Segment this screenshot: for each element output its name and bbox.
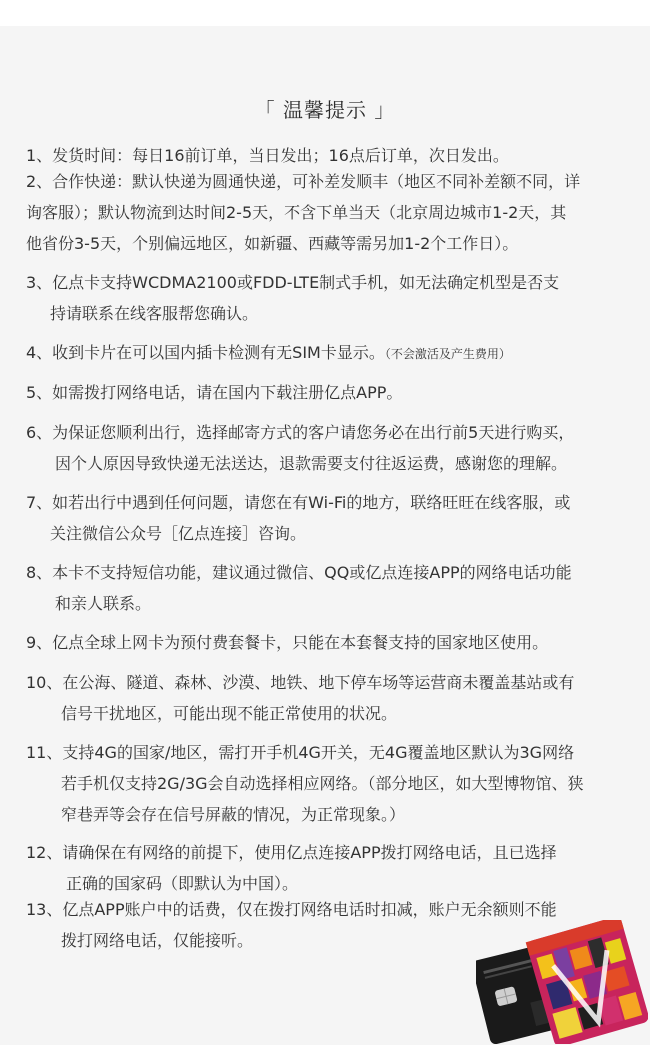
tip-line: 拨打网络电话，仅能接听。 (61, 931, 254, 950)
tip-line: 6、为保证您顺利出行，选择邮寄方式的客户请您务必在出行前5天进行购买， (26, 423, 575, 442)
tip-item-3 (26, 267, 626, 329)
tip-line: 13、亿点APP账户中的话费，仅在拨打网络电话时扣减，账户无余额则不能 (26, 900, 557, 919)
tip-item-10 (26, 667, 626, 729)
tip-note: （不会激活及产生费用） (384, 347, 511, 361)
tip-line: 2、合作快递：默认快递为圆通快递，可补差发顺丰（地区不同补差额不同，详 (26, 172, 581, 191)
tip-item-9 (26, 627, 626, 658)
tip-line (26, 337, 626, 370)
tip-line: 因个人原因导致快递无法送达，退款需要支付往返运费，感谢您的理解。 (55, 454, 568, 473)
tip-line: 9、亿点全球上网卡为预付费套餐卡，只能在本套餐支持的国家地区使用。 (26, 633, 549, 652)
tip-line: 7、如若出行中遇到任何问题，请您在有Wi-Fi的地方，联络旺旺在线客服，或 (26, 493, 571, 512)
tip-line: 8、本卡不支持短信功能，建议通过微信、QQ或亿点连接APP的网络电话功能 (26, 563, 572, 582)
tip-line: 持请联系在线客服帮您确认。 (50, 304, 259, 323)
tip-item-5 (26, 377, 626, 408)
tip-line: 他省份3-5天，个别偏远地区，如新疆、西藏等需另加1-2个工作日）。 (26, 234, 519, 253)
tip-item-12 (26, 837, 626, 899)
tip-line: 信号干扰地区，可能出现不能正常使用的状况。 (61, 704, 398, 723)
sim-card-picture (476, 920, 648, 1044)
tip-line: 关注微信公众号［亿点连接］咨询。 (50, 524, 307, 543)
tip-line: 3、亿点卡支持WCDMA2100或FDD-LTE制式手机，如无法确定机型是否支 (26, 273, 560, 292)
content-panel (0, 26, 650, 1045)
tip-line: 正确的国家码（即默认为中国）。 (66, 874, 299, 893)
tip-item-6 (26, 417, 626, 479)
tip-line: 询客服）；默认物流到达时间2-5天，不含下单当天（北京周边城市1-2天，其 (26, 203, 567, 222)
tip-text: 4、收到卡片在可以国内插卡检测有无SIM卡显示。 (26, 343, 385, 362)
tip-line: 窄巷弄等会存在信号屏蔽的情况，为正常现象。） (61, 805, 406, 824)
page-title: 「 温馨提示 」 (254, 98, 396, 122)
tip-item-8 (26, 557, 626, 619)
tip-line: 1、发货时间：每日16前订单，当日发出；16点后订单，次日发出。 (26, 146, 509, 165)
tip-line: 10、在公海、隧道、森林、沙漠、地铁、地下停车场等运营商未覆盖基站或有 (26, 673, 575, 692)
tip-line: 5、如需拨打网络电话，请在国内下载注册亿点APP。 (26, 383, 403, 402)
tip-line: 11、支持4G的国家/地区，需打开手机4G开关，无4G覆盖地区默认为3G网络 (26, 743, 575, 762)
tip-item-7 (26, 487, 626, 549)
tip-item-2 (26, 166, 626, 259)
tip-line: 12、请确保在有网络的前提下，使用亿点连接APP拨打网络电话，且已选择 (26, 843, 557, 862)
tip-line: 若手机仅支持2G/3G会自动选择相应网络。（部分地区，如大型博物馆、狭 (61, 774, 584, 793)
tip-item-4 (26, 337, 626, 370)
tip-item-11 (26, 737, 626, 830)
tip-line: 和亲人联系。 (55, 594, 152, 613)
